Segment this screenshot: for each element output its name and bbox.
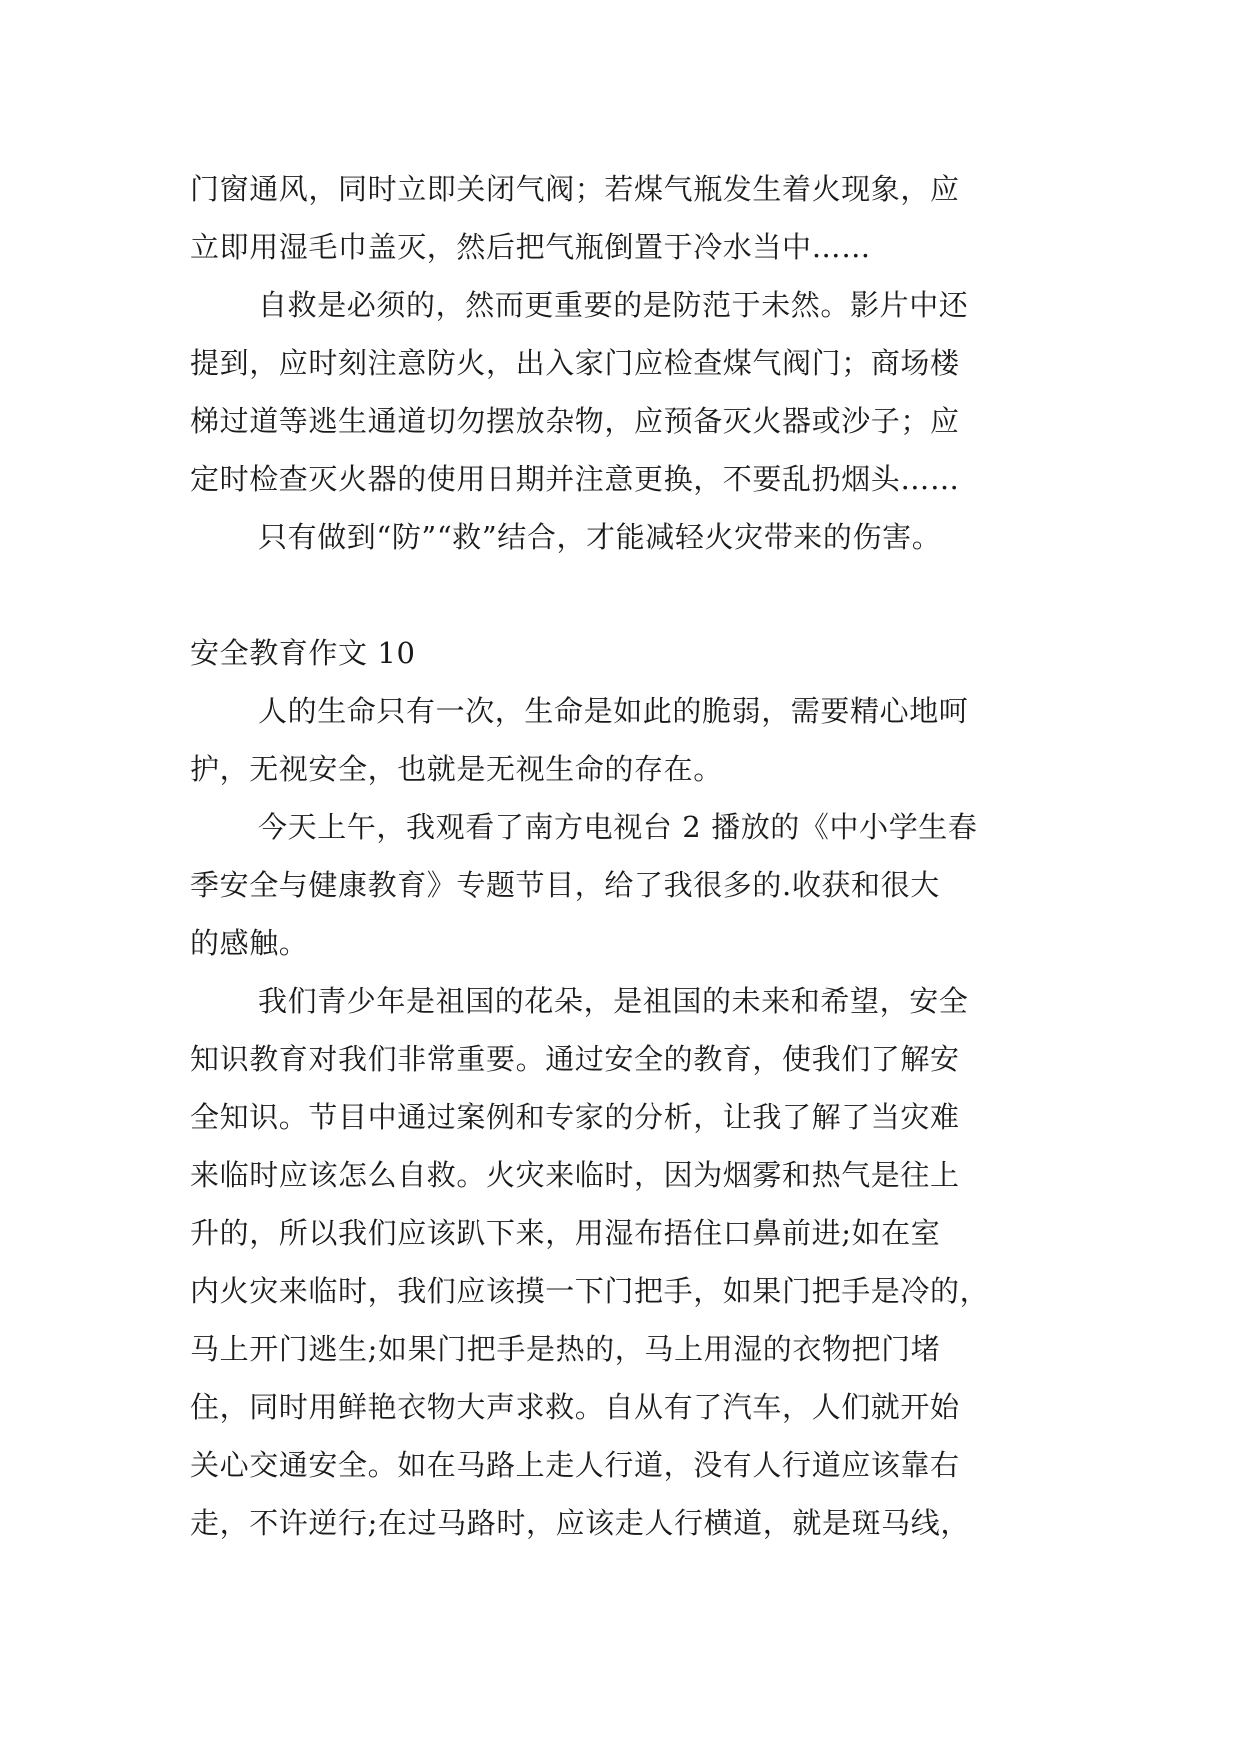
text-line: 梯过道等逃生通道切勿摆放杂物，应预备灭火器或沙子；应 — [190, 404, 960, 438]
text-line: 定时检查灭火器的使用日期并注意更换，不要乱扔烟头…… — [190, 462, 960, 496]
section-gap — [190, 566, 1050, 624]
text-line: 升的，所以我们应该趴下来，用湿布捂住口鼻前进;如在室 — [190, 1216, 941, 1250]
section-heading: 安全教育作文 10 — [190, 636, 416, 670]
document-body — [190, 160, 1050, 1552]
text-line: 护，无视安全，也就是无视生命的存在。 — [190, 752, 723, 786]
text-line: 提到，应时刻注意防火，出入家门应检查煤气阀门；商场楼 — [190, 346, 960, 380]
text-line: 立即用湿毛巾盖灭，然后把气瓶倒置于冷水当中…… — [190, 230, 871, 264]
paragraph-start-line: 今天上午，我观看了南方电视台 2 播放的《中小学生春 — [258, 810, 978, 844]
text-line: 内火灾来临时，我们应该摸一下门把手，如果门把手是冷的， — [190, 1274, 990, 1308]
paragraph-start-line: 自救是必须的，然而更重要的是防范于未然。影片中还 — [258, 288, 969, 322]
text-line: 的感触。 — [190, 926, 309, 960]
text-line: 知识教育对我们非常重要。通过安全的教育，使我们了解安 — [190, 1042, 960, 1076]
text-line: 马上开门逃生;如果门把手是热的，马上用湿的衣物把门堵 — [190, 1332, 941, 1366]
text-line: 全知识。节目中通过案例和专家的分析，让我了解了当灾难 — [190, 1100, 960, 1134]
paragraph-start-line: 人的生命只有一次，生命是如此的脆弱，需要精心地呵 — [258, 694, 969, 728]
text-line: 季安全与健康教育》专题节目，给了我很多的.收获和很大 — [190, 868, 940, 902]
text-line: 住，同时用鲜艳衣物大声求救。自从有了汽车，人们就开始 — [190, 1390, 960, 1424]
text-line: 来临时应该怎么自救。火灾来临时，因为烟雾和热气是往上 — [190, 1158, 960, 1192]
text-line: 走，不许逆行;在过马路时，应该走人行横道，就是斑马线， — [190, 1506, 970, 1540]
paragraph-start-line: 我们青少年是祖国的花朵，是祖国的未来和希望，安全 — [258, 984, 969, 1018]
text-line: 关心交通安全。如在马路上走人行道，没有人行道应该靠右 — [190, 1448, 960, 1482]
paragraph-start-line: 只有做到“防”“救”结合，才能减轻火灾带来的伤害。 — [258, 520, 942, 554]
text-line: 门窗通风，同时立即关闭气阀；若煤气瓶发生着火现象，应 — [190, 172, 960, 206]
